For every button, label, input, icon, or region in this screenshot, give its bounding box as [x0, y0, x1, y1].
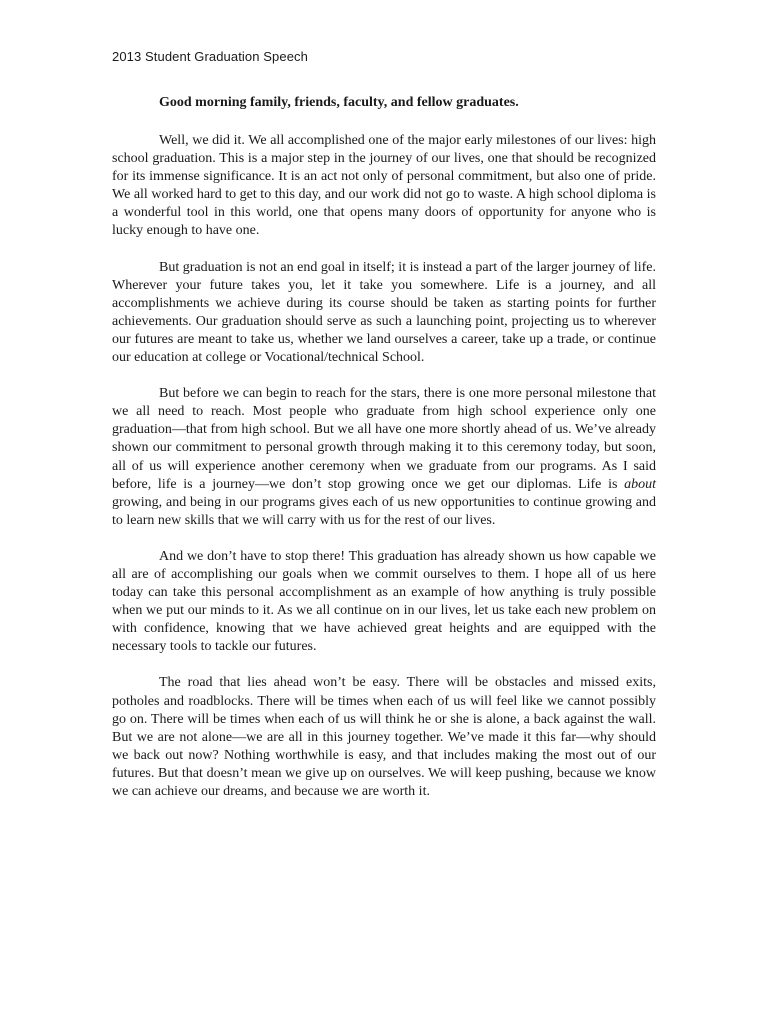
paragraph-3-text-end: growing, and being in our programs gives each of us new opportunities to continue growing and to learn new skills that we will carry with us for the rest of our lives.: [112, 494, 656, 528]
paragraph-5: The road that lies ahead won’t be easy. There will be obstacles and missed exits, potholes and roadblocks. There will be times when each of us will feel like we cannot possibly go on. There will be times when each of us will think he or she is alone, a back against the wall. But we are not alone—we are all in this journey together. We’ve made it this far—why should we back out now? Nothing worthwhile is easy, and that includes making the most out of our futures. But that doesn’t mean we give up on ourselves. We will keep pushing, because we know we can achieve our dreams, and because we are worth it.: [112, 675, 656, 799]
paragraph-3-text-start: But before we can begin to reach for the stars, there is one more personal milestone that we all need to reach. Most people who graduate from high school experience only one graduation—that from high school. But we all have one more shortly ahead of us. We’ve already shown our commitment to personal growth through making it to this ceremony today, but soon, all of us will experience another ceremony when we graduate from our programs. As I said before, life is a journey—we don’t stop growing once we get our diplomas. Life is: [112, 386, 656, 492]
paragraph-3: [112, 385, 656, 530]
paragraph-3-emphasis: about: [624, 476, 656, 492]
document-title: 2013 Student Graduation Speech: [112, 49, 308, 64]
paragraph-4: And we don’t have to stop there! This graduation has already shown us how capable we all are of accomplishing our goals when we commit ourselves to them. I hope all of us here today can take this personal accomplishment as an example of how anything is truly possible when we put our minds to it. As we all continue on in our lives, let us take each new problem on with confidence, knowing that we have achieved great heights and are equipped with the necessary tools to tackle our futures.: [112, 548, 656, 655]
document-page: [112, 48, 656, 819]
paragraph-1: Well, we did it. We all accomplished one of the major early milestones of our lives: high school graduation. This is a major step in the journey of our lives, one that should be recognized for its immense significance. It is an act not only of personal commitment, but also one of pride. We all worked hard to get to this day, and our work did not go to waste. A high school diploma is a wonderful tool in this world, one that opens many doors of opportunity for anyone who is lucky enough to have one.: [112, 133, 656, 239]
speech-greeting: Good morning family, friends, faculty, and fellow graduates.: [159, 95, 519, 110]
paragraph-2: But graduation is not an end goal in itself; it is instead a part of the larger journey of life. Wherever your future takes you, let it take you somewhere. Life is a journey, and all accomplishments we achieve during its course should be taken as starting points for further achievements. Our graduation should serve as such a launching point, projecting us to wherever our futures are meant to take us, whether we land ourselves a career, take up a trade, or continue our education at college or Vocational/technical School.: [112, 259, 656, 366]
